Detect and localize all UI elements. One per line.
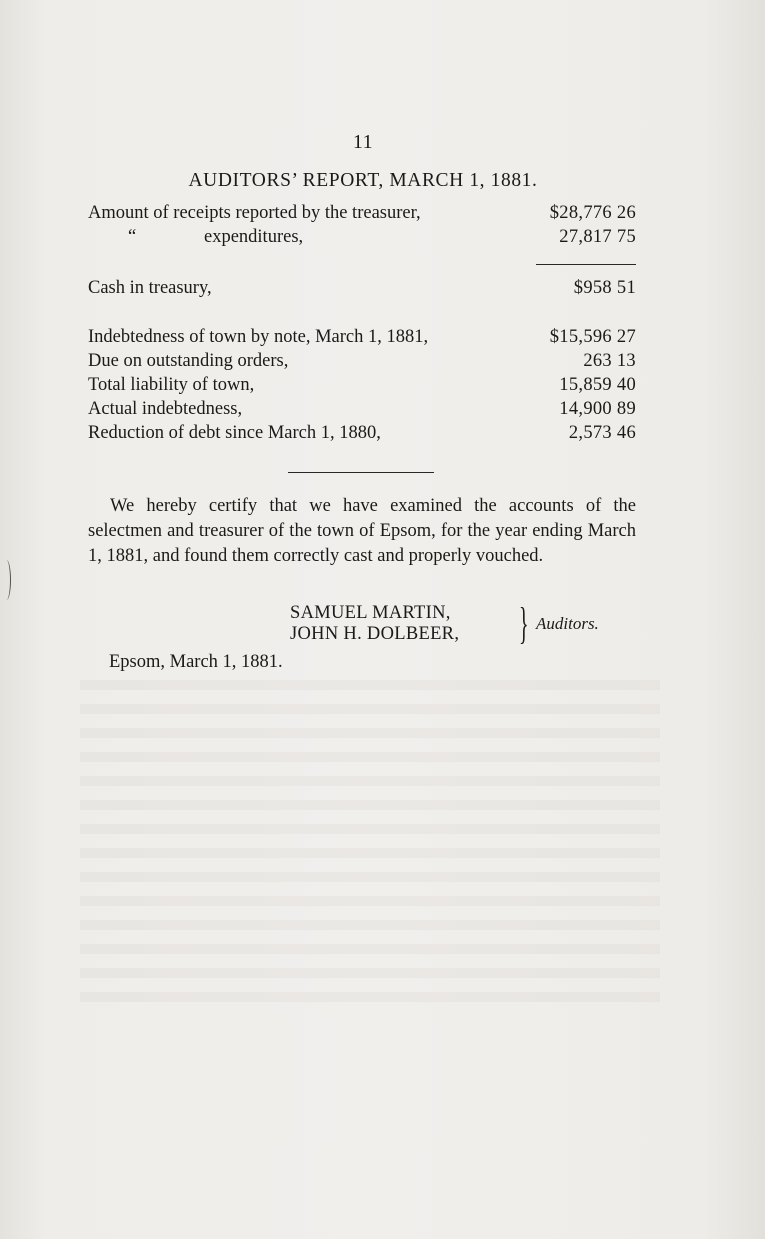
row-label: Actual indebtedness,	[88, 399, 243, 419]
page-number: 11	[352, 131, 374, 153]
row-label: Total liability of town,	[88, 375, 255, 395]
liability-row	[88, 373, 636, 397]
row-amount: 15,859 40	[559, 375, 636, 395]
place-date: Epsom, March 1, 1881.	[109, 652, 283, 672]
liability-row	[88, 397, 636, 421]
certification-paragraph: We hereby certify that we have examined the accounts of the selectmen and treasurer of the town of Epsom, for the year ending March 1, 1881, and found them correctly cast and properly vouched.	[88, 496, 636, 566]
cash-section	[88, 276, 636, 300]
row-label: Reduction of debt since March 1, 1880,	[88, 423, 381, 443]
signature-role: Auditors.	[536, 614, 599, 633]
row-label: Cash in treasury,	[88, 278, 212, 298]
row-label: Due on outstanding orders,	[88, 351, 289, 371]
row-amount: 263 13	[583, 351, 636, 371]
row-label: Indebtedness of town by note, March 1, 1881,	[88, 327, 429, 347]
signature-block	[290, 603, 459, 645]
row-label: expenditures,	[204, 227, 304, 247]
show-through-texture	[80, 680, 660, 1010]
row-amount: $958 51	[573, 278, 636, 298]
section-divider	[288, 472, 434, 473]
ditto-mark: “	[128, 227, 137, 247]
expenditures-row	[88, 225, 636, 249]
cash-row	[88, 276, 636, 300]
receipts-row	[88, 201, 636, 225]
row-amount: $28,776 26	[549, 203, 636, 223]
signature-name: JOHN H. DOLBEER,	[290, 624, 460, 644]
liability-row	[88, 325, 636, 349]
report-title: AUDITORS’ REPORT, MARCH 1, 1881.	[188, 170, 538, 191]
row-amount: 2,573 46	[568, 423, 636, 443]
sum-rule	[536, 264, 636, 265]
liabilities-section	[88, 325, 636, 445]
row-amount: 27,817 75	[559, 227, 636, 247]
row-amount: $15,596 27	[549, 327, 636, 347]
row-label: Amount of receipts reported by the treasurer,	[88, 203, 421, 223]
row-amount: 14,900 89	[559, 399, 636, 419]
brace-glyph: }	[519, 599, 529, 648]
receipts-section	[88, 201, 636, 249]
liability-row	[88, 349, 636, 373]
liability-row	[88, 421, 636, 445]
page-edge-mark	[2, 560, 11, 600]
signature-name: SAMUEL MARTIN,	[290, 603, 451, 623]
